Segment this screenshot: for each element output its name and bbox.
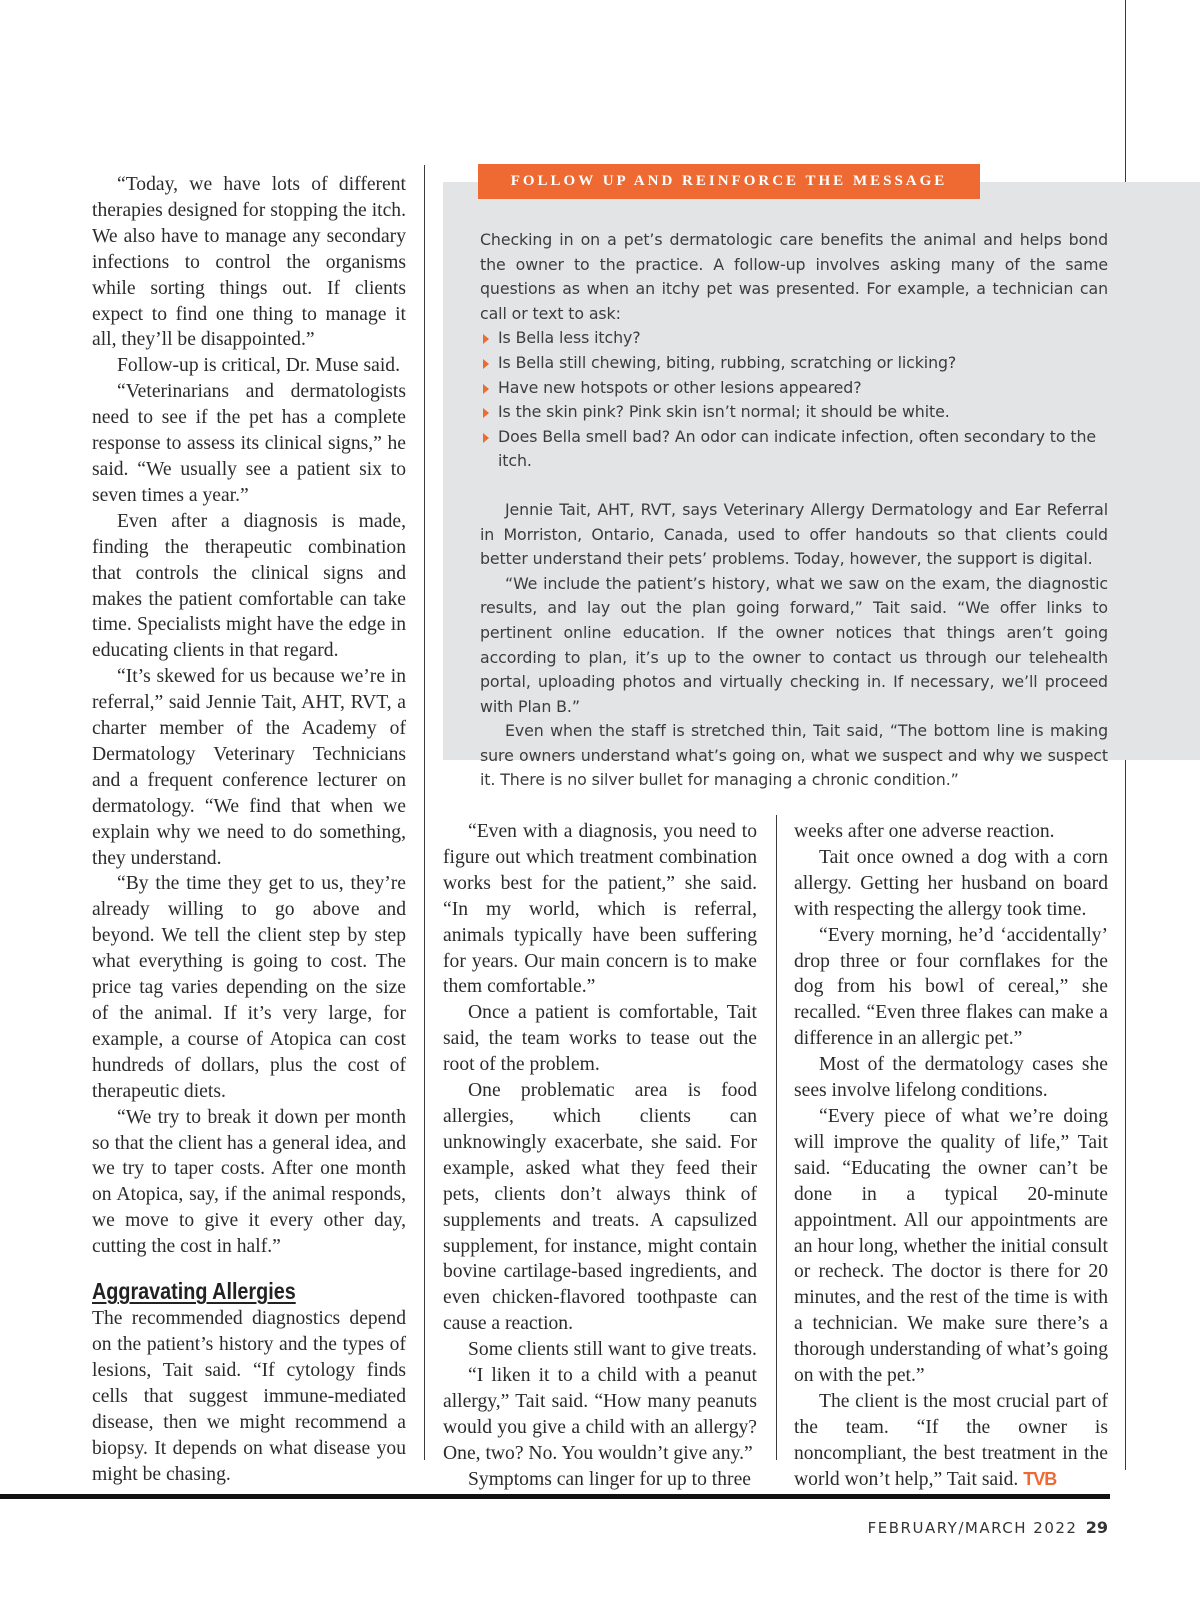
article-paragraph: One problematic area is food allergies, which clients can unknowingly exacerbate, she said. For example, asked what they feed their pets, clients don’t always think of supplements and treats. A capsulized supplement, for instance, might contain bovine cartilage-based ingredients, and even chicken-flavored toothpaste can cause a reaction. xyxy=(443,1080,757,1335)
article-paragraph: “Veterinarians and dermatologists need to see if the pet has a complete response to assess its clinical signs,” he said. “We usually see a patient six to seven times a year.” xyxy=(92,381,406,506)
article-column-left xyxy=(92,172,406,1487)
article-paragraph: Even after a diagnosis is made, finding the therapeutic combination that controls the clinical signs and makes the patient comfortable can take time. Specialists might have the edge in educating clients in that regard. xyxy=(92,510,406,662)
final-paragraph-text: The client is the most crucial part of the team. “If the owner is noncompliant, the best treatment in the world won’t help,” Tait said. xyxy=(794,1390,1108,1490)
triangle-bullet-icon xyxy=(483,433,489,443)
column-rule xyxy=(424,165,425,1460)
issue-date: FEBRUARY/MARCH 2022 xyxy=(867,1519,1078,1537)
sidebar-spacer xyxy=(480,474,1108,498)
article-paragraph: “We try to break it down per month so that the client has a general idea, and we try to taper costs. After one month on Atopica, say, if the animal responds, we move to give it every other day, cutting the cost in half.” xyxy=(92,1106,406,1258)
end-mark-logo: TVB xyxy=(1023,1468,1057,1489)
sidebar-paragraph: Even when the staff is stretched thin, Tait said, “The bottom line is making sure owners understand what’s going on, what we suspect and why we suspect it. There is no silver bullet for managing a chronic condition.” xyxy=(480,721,1108,790)
triangle-bullet-icon xyxy=(483,359,489,369)
footer-rule xyxy=(0,1494,1110,1499)
triangle-bullet-icon xyxy=(483,334,489,344)
article-paragraph-final xyxy=(794,1389,1108,1493)
sidebar-body xyxy=(480,228,1108,793)
article-paragraph: Symptoms can linger for up to three xyxy=(468,1468,751,1490)
triangle-bullet-icon xyxy=(483,408,489,418)
article-paragraph: Once a patient is comfortable, Tait said, the team works to tease out the root of the problem. xyxy=(443,1002,757,1076)
sidebar-question-list xyxy=(480,326,1108,474)
triangle-bullet-icon xyxy=(483,384,489,394)
list-item: Is Bella still chewing, biting, rubbing, scratching or licking? xyxy=(480,351,1108,376)
article-paragraph: weeks after one adverse reaction. xyxy=(794,821,1055,842)
column-rule xyxy=(776,815,777,1460)
list-item: Is the skin pink? Pink skin isn’t normal; it should be white. xyxy=(480,400,1108,425)
article-paragraph: “By the time they get to us, they’re already willing to go above and beyond. We tell the client step by step what everything is going to cost. The price tag varies depending on the size of the animal. If it’s very large, for example, a course of Atopica can cost hundreds of dollars, plus the cost of therapeutic diets. xyxy=(92,873,406,1102)
page-number: 29 xyxy=(1085,1518,1108,1537)
article-paragraph: “Even with a diagnosis, you need to figure out which treatment combination works best for the patient,” she said. “In my world, which is referral, animals typically have been suffering for years. Our main concern is to make them comfortable.” xyxy=(443,821,757,998)
sidebar-paragraph: “We include the patient’s history, what we saw on the exam, the diagnostic results, and lay out the plan going forward,” Tait said. “We offer links to pertinent online education. If the owner notices that things aren’t going according to plan, it’s up to the owner to contact us through our telehealth portal, uploading photos and virtually checking in. If necessary, we’ll proceed with Plan B.” xyxy=(480,573,1108,716)
article-paragraph: Follow-up is critical, Dr. Muse said. xyxy=(117,355,400,377)
article-paragraph: Tait once owned a dog with a corn allergy. Getting her husband on board with respecting the allergy took time. xyxy=(794,846,1108,920)
article-paragraph: “Today, we have lots of different therapies designed for stopping the itch. We also have to manage any secondary infections to control the organisms while sorting things out. If clients expect to find one thing to manage it all, they’ll be disappointed.” xyxy=(92,174,406,351)
article-paragraph: The recommended diagnostics depend on the patient’s history and the types of lesions, Tait said. “If cytology finds cells that suggest immune-mediated disease, then we might recommend a biopsy. It depends on what disease you might be chasing. xyxy=(92,1308,406,1485)
article-paragraph: Some clients still want to give treats. xyxy=(468,1339,757,1361)
article-paragraph: “It’s skewed for us because we’re in referral,” said Jennie Tait, AHT, RVT, a charter member of the Academy of Dermatology Veterinary Technicians and a frequent conference lecturer on dermatology. “We find that when we explain why we need to do something, they understand. xyxy=(92,666,406,869)
sidebar-intro: Checking in on a pet’s dermatologic care benefits the animal and helps bond the owner to the practice. A follow-up involves asking many of the same questions as when an itchy pet was presented. For example, a technician can call or text to ask: xyxy=(480,230,1108,323)
page-footer xyxy=(868,1518,1108,1537)
list-item: Does Bella smell bad? An odor can indicate infection, often secondary to the itch. xyxy=(480,425,1108,474)
article-paragraph: “I liken it to a child with a peanut allergy,” Tait said. “How many peanuts would you give a child with an allergy? One, two? No. You wouldn’t give any.” xyxy=(443,1365,757,1464)
article-column-right xyxy=(794,819,1108,1493)
list-item: Is Bella less itchy? xyxy=(480,326,1108,351)
article-paragraph: “Every piece of what we’re doing will improve the quality of life,” Tait said. “Educating the owner can’t be done in a typical 20-minute appointment. All our appointments are an hour long, whether the initial consult or recheck. The doctor is there for 20 minutes, and the rest of the time is with a technician. We make sure there’s a thorough understanding of what’s going on with the pet.” xyxy=(794,1105,1108,1387)
article-column-middle xyxy=(443,819,757,1493)
article-paragraph: “Every morning, he’d ‘accidentally’ drop three or four cornflakes for the dog from his bowl of cereal,” she recalled. “Even three flakes can make a difference in an allergic pet.” xyxy=(794,924,1108,1050)
article-paragraph: Most of the dermatology cases she sees involve lifelong conditions. xyxy=(794,1054,1108,1102)
section-subhead: Aggravating Allergies xyxy=(92,1278,296,1305)
sidebar-paragraph: Jennie Tait, AHT, RVT, says Veterinary Allergy Dermatology and Ear Referral in Morriston, Ontario, Canada, used to offer handouts so that clients could better understand their pets’ problems. Today, however, the support is digital. xyxy=(480,499,1108,569)
sidebar-title: FOLLOW UP AND REINFORCE THE MESSAGE xyxy=(478,164,980,199)
list-item: Have new hotspots or other lesions appeared? xyxy=(480,376,1108,401)
